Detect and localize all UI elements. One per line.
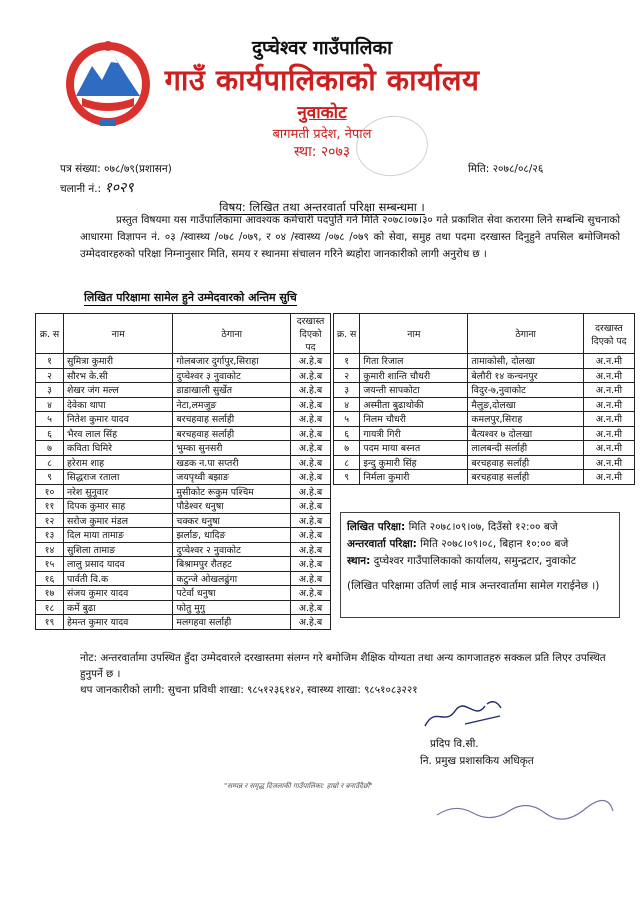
letter-date: मिति: २०७८/०८/२६ [468,163,544,175]
cell-sn: १८ [36,600,64,615]
handwritten-note [435,795,615,825]
table-row [334,397,635,412]
table-row [36,499,331,514]
cell-address: मलगहवा सर्लाही [173,615,291,630]
cell-name: गिता रिजाल [360,354,468,369]
cell-address: फोतु मुगु [173,600,291,615]
table-row [36,528,331,543]
table-row [36,412,331,427]
cell-sn: १० [36,484,64,499]
cell-sn: ५ [334,412,360,427]
cell-name: शेखर जंग मल्ल [63,383,172,398]
col-post: दरखास्त दिएको पद [583,314,634,354]
written-exam-value: मिति २०७८।०९।०७, दिउँसो १२:०० बजे [408,521,558,533]
table-row [36,600,331,615]
cell-name: नितेश कुमार यादव [63,412,172,427]
table-row [334,412,635,427]
cell-name: सौरभ के.सी [63,368,172,383]
cell-name: अस्मीता बुढाथोकी [360,397,468,412]
table-row [36,397,331,412]
interview-value: मिति २०७८।०९।०८, बिहान १०:०० बजे [420,538,569,550]
cell-address: डाडाखाली सुर्खेत [173,383,291,398]
cell-name: गायत्री गिरी [360,426,468,441]
cell-post: अ.हे.ब [291,397,331,412]
dispatch-label: चलानी नं.: [60,183,102,195]
cell-name: जयन्ती सापकोटा [360,383,468,398]
col-address: ठेगाना [468,314,584,354]
col-address: ठेगाना [173,314,291,354]
cell-name: सुमित्रा कुमारी [63,354,172,369]
cell-sn: ९ [36,470,64,485]
district-name: नुवाकोट [297,103,347,123]
exam-schedule-box [340,512,620,618]
table-row [334,368,635,383]
cell-sn: ४ [36,397,64,412]
table-row [36,615,331,630]
cell-address: कमलपुर,सिराह [468,412,584,427]
cell-post: अ.न.मी [583,368,634,383]
cell-post: अ.हे.ब [291,441,331,456]
cell-post: अ.न.मी [583,383,634,398]
cell-address: झर्लाङ, धादिङ [173,528,291,543]
table-row [334,470,635,485]
cell-post: अ.हे.ब [291,412,331,427]
cell-sn: १ [36,354,64,369]
venue-line [347,553,613,570]
written-exam-label: लिखित परिक्षा: [347,521,406,533]
cell-name: सरोज कुमार मंडल [63,513,172,528]
footnote [80,650,620,698]
cell-sn: १ [334,354,360,369]
table-row [36,455,331,470]
cell-post: अ.हे.ब [291,528,331,543]
cell-sn: ४ [334,397,360,412]
established-year: स्था: २०७३ [293,144,351,160]
cell-post: अ.हे.ब [291,513,331,528]
subject-text: विषय: लिखित तथा अन्तरवार्ता परिक्षा सम्बन्धमा । [219,200,425,214]
cell-post: अ.हे.ब [291,557,331,572]
table-row [36,383,331,398]
cell-address: विदुर-७,नुवाकोट [468,383,584,398]
table-row [36,368,331,383]
cell-sn: ३ [334,383,360,398]
cell-address: बरचहवाह सर्लाही [468,455,584,470]
cell-name: निलम चौधरी [360,412,468,427]
cell-post: अ.हे.ब [291,383,331,398]
province-name: बागमती प्रदेश, नेपाल [272,127,372,142]
table-row [334,383,635,398]
table-row [36,470,331,485]
table-row [36,426,331,441]
venue-label: स्थान: [347,555,371,567]
cell-post: अ.न.मी [583,441,634,456]
body-paragraph [80,212,620,263]
cell-post: अ.हे.ब [291,368,331,383]
cell-address: तामाकोसी, दोलखा [468,354,584,369]
cell-sn: १२ [36,513,64,528]
cell-post: अ.हे.ब [291,426,331,441]
table-row [36,513,331,528]
cell-sn: २ [36,368,64,383]
cell-address: बरचहवाह सर्लाही [173,426,291,441]
col-sn: क्र. स [334,314,360,354]
col-name: नाम [360,314,468,354]
cell-sn: ५ [36,412,64,427]
cell-name: हेमन्त कुमार यादव [63,615,172,630]
cell-post: अ.हे.ब [291,615,331,630]
candidate-table-right [333,313,635,485]
table-row [334,426,635,441]
cell-name: लालु प्रसाद यादव [63,557,172,572]
cell-name: निर्मला कुमारी [360,470,468,485]
cell-name: पदम माया बस्नत [360,441,468,456]
cell-name: पार्वती वि.क [63,571,172,586]
cell-name: सिद्धराज रताला [63,470,172,485]
cell-name: दिल माया तामाङ [63,528,172,543]
cell-post: अ.न.मी [583,455,634,470]
cell-post: अ.हे.ब [291,470,331,485]
cell-address: गोलबजार दुर्गापुर,सिराहा [173,354,291,369]
cell-address: चक्कर धनुषा [173,513,291,528]
col-sn: क्र. स [36,314,64,354]
cell-sn: ७ [36,441,64,456]
cell-sn: १३ [36,528,64,543]
cell-name: देवेका थापा [63,397,172,412]
cell-post: अ.न.मी [583,470,634,485]
cell-address: बैत्यश्वर ७ दोलखा [468,426,584,441]
cell-post: अ.न.मी [583,426,634,441]
cell-name: कर्मे बुढा [63,600,172,615]
table-row [36,441,331,456]
cell-post: अ.हे.ब [291,455,331,470]
cell-name: सुशिला तामाङ [63,542,172,557]
venue-value: दुप्चेश्वर गाउँपालिकाको कार्यालय, समुन्द्रटार, नुवाकोट [373,555,577,567]
cell-address: दुप्चेश्वर २ नुवाकोट [173,542,291,557]
cell-sn: ८ [36,455,64,470]
cell-post: अ.हे.ब [291,586,331,601]
table-row [36,571,331,586]
footer-slogan: "सम्पन्न र समृद्ध दिजलाकी गाउँपालिका: हाम्रो र बनाउँदैछौं" [224,782,373,790]
cell-post: अ.हे.ब [291,484,331,499]
cell-address: बरचहवाह सर्लाही [468,470,584,485]
letter-number: पत्र संख्या: ०७८/७९(प्रशासन) [60,163,172,175]
footnote-note: नोट: अन्तरवार्तामा उपस्थित हुँदा उम्मेदवारले दरखास्तमा संलग्न गरे बमोजिम शैक्षिक योग्यता तथा अन्य कागजातहरु सक्कल प्रति लिएर उपस्थित हुनुपर्ने छ । [80,652,606,680]
municipality-name: दुप्चेश्वर गाउँपालिका [251,37,393,59]
cell-name: संजय कुमार यादव [63,586,172,601]
table-row [334,455,635,470]
dispatch-number [60,178,134,197]
cell-post: अ.हे.ब [291,542,331,557]
cell-sn: १६ [36,571,64,586]
cell-post: अ.हे.ब [291,600,331,615]
table-row [36,542,331,557]
cell-address: बेलौरी १४ कन्चनपुर [468,368,584,383]
signatory-title: नि. प्रमुख प्रशासकिय अधिकृत [420,755,534,767]
cell-sn: ६ [334,426,360,441]
cell-address: दुप्चेश्वर ३ नुवाकोट [173,368,291,383]
cell-address: खडक न.पा सप्तरी [173,455,291,470]
cell-name: दिपक कुमार साह [63,499,172,514]
signatory-name: प्रदिप वि.सी. [430,738,479,750]
cell-address: मुसीकोट रूकुम पश्चिम [173,484,291,499]
exam-note: (लिखित परिक्षामा उतिर्ण लाई मात्र अन्तरवार्तामा सामेल गराईनेछ ।) [347,580,600,592]
cell-sn: १७ [36,586,64,601]
table-row [36,354,331,369]
cell-sn: ७ [334,441,360,456]
cell-address: कटुन्जे ओखलढुंगा [173,571,291,586]
cell-name: भैरव लाल सिंह [63,426,172,441]
body-text: प्रस्तुत विषयमा यस गाउँपालिकामा आवश्यक कर्मचारी पदपुर्ति गर्न मिति २०७८।०७।३० गते प्रकाशित सेवा करारमा लिने सम्बन्धि सुचनाको आधारमा विज्ञापन नं. ०३ /स्वास्थ्य /०७८ /०७९, र ०४ /स्वास्थ्य /०७८ /०७९ को सेवा, समुह तथा पदमा दरखास्त दिनुहुने तपसिल बमोजिमको उम्मेदवारहरुको परिक्षा निम्नानुसार मिति, समय र स्थानमा संचालन गरिने ब्यहोरा जानकारीको लागी अनुरोध छ । [80,214,620,260]
cell-sn: १९ [36,615,64,630]
table-row [36,557,331,572]
cell-sn: ३ [36,383,64,398]
cell-name: कुमारी शान्ति चौधरी [360,368,468,383]
cell-address: बिश्रामपुर रौतहट [173,557,291,572]
cell-name: नरेश सुनुवार [63,484,172,499]
cell-sn: ९ [334,470,360,485]
cell-sn: ८ [334,455,360,470]
office-title: गाउँ कार्यपालिकाको कार्यालय [164,63,480,97]
cell-sn: १४ [36,542,64,557]
cell-sn: १५ [36,557,64,572]
footnote-contact: थप जानकारीको लागी: सुचना प्रविधी शाखा: ९८५१२३६१४२, स्वास्थ्य शाखा: ९८५१०८३२२१ [80,684,418,696]
cell-name: हरेराम शाह [63,455,172,470]
cell-address: बरचहवाह सर्लाही [173,412,291,427]
table-row [36,484,331,499]
signature-scribble [405,696,525,736]
cell-post: अ.हे.ब [291,499,331,514]
table-row [334,441,635,456]
cell-address: जयपृथ्वी बझाङ [173,470,291,485]
cell-sn: ११ [36,499,64,514]
cell-post: अ.हे.ब [291,354,331,369]
list-title: लिखित परिक्षामा सामेल हुने उम्मेदवारको अन्तिम सुचि [84,291,297,304]
interview-line [347,536,613,553]
cell-post: अ.न.मी [583,354,634,369]
cell-sn: २ [334,368,360,383]
cell-address: लालबन्दी सर्लाही [468,441,584,456]
col-name: नाम [63,314,172,354]
cell-post: अ.न.मी [583,397,634,412]
col-post: दरखास्त दिएको पद [291,314,331,354]
cell-name: कविता घिमिरे [63,441,172,456]
table-row [334,354,635,369]
candidate-table-left [35,313,331,630]
dispatch-value: १०२९ [104,180,134,196]
table-row [36,586,331,601]
cell-address: पटेर्वा धनुषा [173,586,291,601]
cell-sn: ६ [36,426,64,441]
cell-name: इन्दु कुमारी सिंह [360,455,468,470]
cell-address: भुम्का सुनसरी [173,441,291,456]
interview-label: अन्तरवार्ता परिक्षा: [347,538,417,550]
cell-address: नेटा,लमजुङ [173,397,291,412]
cell-address: मैलुङ,दोलखा [468,397,584,412]
written-exam-line [347,519,613,536]
cell-post: अ.हे.ब [291,571,331,586]
cell-address: पौडेश्वर धनुषा [173,499,291,514]
cell-post: अ.न.मी [583,412,634,427]
